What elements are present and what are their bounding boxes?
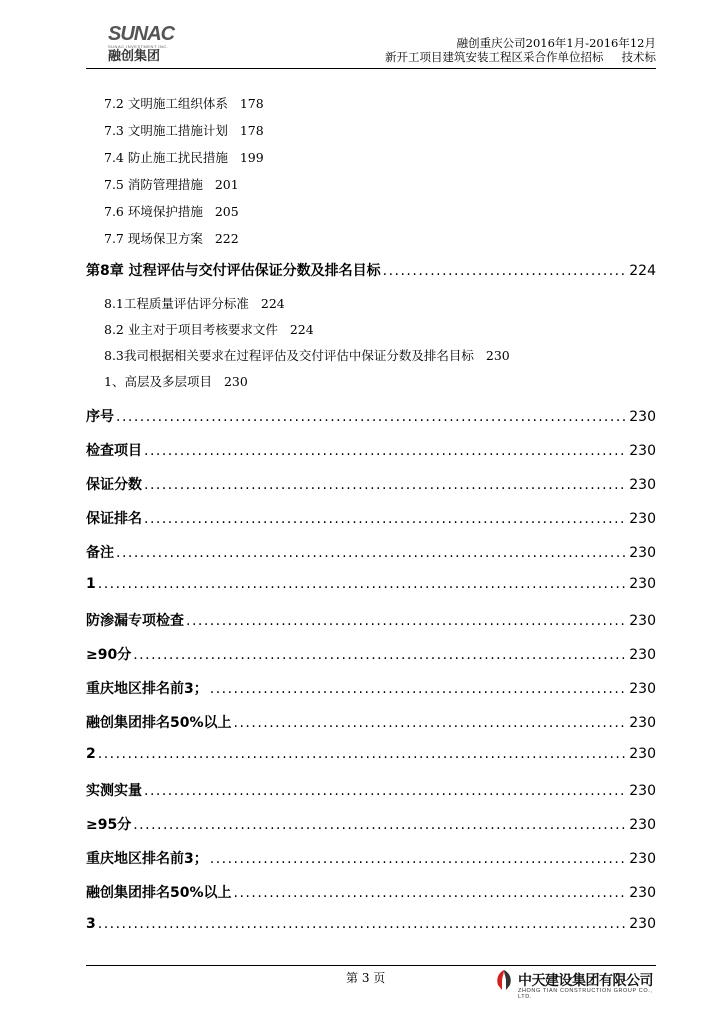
toc-entry-page: 230 — [629, 916, 656, 932]
toc-subsection-title: 7.3 文明施工措施计划 — [104, 123, 228, 138]
toc-entry-title: 融创集团排名50%以上 — [86, 885, 232, 901]
toc-entry-page: 230 — [629, 443, 656, 459]
toc-entry[interactable] — [86, 576, 656, 592]
sunac-logo-chinese: 融创集团 — [108, 49, 161, 64]
toc-entry-title: 重庆地区排名前3； — [86, 681, 208, 697]
toc-entry-page: 230 — [629, 545, 656, 561]
toc-subsection-title: 1、高层及多层项目 — [104, 374, 212, 389]
toc-leader-dots — [383, 263, 628, 279]
header-tag: 技术标 — [621, 50, 656, 64]
toc-entry[interactable] — [86, 260, 656, 280]
toc-entry-title: 实测实量 — [86, 783, 142, 799]
toc-subsection[interactable] — [104, 372, 248, 390]
toc-entry-title: 第8章 过程评估与交付评估保证分数及排名目标 — [86, 263, 381, 279]
toc-entry-title: 保证排名 — [86, 511, 142, 527]
toc-entry-title: 1 — [86, 576, 96, 592]
sunac-logo-subtitle: SUNAC INVESTMENT INC. — [108, 44, 169, 49]
toc-leader-dots — [116, 545, 627, 561]
toc-entry-page: 230 — [629, 477, 656, 493]
toc-entry-page: 230 — [629, 851, 656, 867]
toc-entry[interactable] — [86, 678, 656, 698]
toc-entry-page: 230 — [629, 576, 656, 592]
toc-entry-page: 230 — [629, 783, 656, 799]
toc-subsection[interactable] — [104, 294, 285, 312]
toc-subsection-page: 178 — [239, 123, 264, 138]
toc-subsection-page: 199 — [239, 150, 264, 165]
toc-leader-dots — [144, 783, 627, 799]
sunac-logo-mark: SUNAC — [108, 23, 175, 45]
toc-entry[interactable] — [86, 474, 656, 494]
toc-entry[interactable] — [86, 916, 656, 932]
toc-entry-page: 230 — [629, 511, 656, 527]
toc-entry-page: 230 — [629, 817, 656, 833]
toc-subsection-page: 222 — [214, 231, 239, 246]
toc-entry-title: 保证分数 — [86, 477, 142, 493]
toc-entry[interactable] — [86, 780, 656, 800]
toc-subsection-title: 7.4 防止施工扰民措施 — [104, 150, 228, 165]
toc-entry-title: 防渗漏专项检查 — [86, 613, 184, 629]
toc-leader-dots — [133, 817, 627, 833]
toc-entry[interactable] — [86, 746, 656, 762]
toc-entry[interactable] — [86, 610, 656, 630]
toc-entry-title: 重庆地区排名前3； — [86, 851, 208, 867]
toc-subsection-page: 224 — [289, 322, 314, 337]
toc-entry-title: 序号 — [86, 409, 114, 425]
toc-subsection[interactable] — [104, 202, 239, 220]
toc-subsection-page: 201 — [214, 177, 239, 192]
toc-entry-page: 230 — [629, 746, 656, 762]
toc-entry[interactable] — [86, 508, 656, 528]
toc-subsection-page: 224 — [260, 296, 285, 311]
toc-subsection[interactable] — [104, 346, 510, 364]
toc-subsection-page: 230 — [485, 348, 510, 363]
zhongtian-name-en: ZHONG TIAN CONSTRUCTION GROUP CO., LTD. — [518, 988, 653, 1000]
toc-subsection-title: 8.1工程质量评估评分标准 — [104, 296, 249, 311]
toc-entry-title: 检查项目 — [86, 443, 142, 459]
toc-subsection-title: 7.6 环境保护措施 — [104, 204, 203, 219]
zhongtian-logo — [494, 969, 664, 999]
page-number: 第 3 页 — [346, 971, 386, 985]
toc-entry-title: ≥90分 — [86, 647, 132, 663]
zhongtian-name-cn: 中天建设集团有限公司 — [518, 973, 653, 989]
toc-entry-page: 230 — [629, 715, 656, 731]
toc-leader-dots — [186, 613, 627, 629]
toc-leader-dots — [144, 443, 627, 459]
toc-subsection-title: 7.2 文明施工组织体系 — [104, 96, 228, 111]
toc-leader-dots — [98, 576, 628, 592]
toc-leader-dots — [116, 409, 627, 425]
toc-leader-dots — [98, 916, 628, 932]
toc-leader-dots — [144, 477, 627, 493]
toc-entry[interactable] — [86, 882, 656, 902]
toc-subsection-title: 8.3我司根据相关要求在过程评估及交付评估中保证分数及排名目标 — [104, 348, 474, 363]
toc-subsection[interactable] — [104, 229, 239, 247]
toc-entry[interactable] — [86, 814, 656, 834]
toc-leader-dots — [144, 511, 627, 527]
header-title — [385, 36, 656, 64]
toc-entry-page: 230 — [629, 613, 656, 629]
page-header — [86, 23, 656, 69]
toc-entry-page: 230 — [629, 409, 656, 425]
sunac-logo — [108, 24, 198, 68]
toc-entry-page: 230 — [629, 647, 656, 663]
header-line-1: 融创重庆公司2016年1月-2016年12月 — [456, 36, 656, 50]
toc-entry-title: 2 — [86, 746, 96, 762]
toc-leader-dots — [234, 715, 628, 731]
toc-entry-page: 230 — [629, 885, 656, 901]
toc-entry[interactable] — [86, 440, 656, 460]
toc-leader-dots — [133, 647, 627, 663]
toc-subsection-title: 8.2 业主对于项目考核要求文件 — [104, 322, 278, 337]
zhongtian-logo-icon — [494, 969, 514, 991]
toc-entry[interactable] — [86, 644, 656, 664]
toc-subsection[interactable] — [104, 148, 264, 166]
page-footer — [86, 965, 656, 1000]
toc-entry-title: 融创集团排名50%以上 — [86, 715, 232, 731]
toc-entry-title: ≥95分 — [86, 817, 132, 833]
toc-subsection[interactable] — [104, 175, 239, 193]
toc-entry-title: 3 — [86, 916, 96, 932]
toc-subsection-page: 205 — [214, 204, 239, 219]
toc-entry[interactable] — [86, 712, 656, 732]
toc-entry[interactable] — [86, 848, 656, 868]
toc-subsection-title: 7.5 消防管理措施 — [104, 177, 203, 192]
toc-leader-dots — [234, 885, 628, 901]
toc-subsection-page: 178 — [239, 96, 264, 111]
header-line-2: 新开工项目建筑安装工程区采合作单位招标 — [385, 50, 604, 64]
toc-subsection-page: 230 — [223, 374, 248, 389]
toc-entry-title: 备注 — [86, 545, 114, 561]
header-line-2-row — [385, 50, 656, 64]
toc-entry-page: 224 — [629, 263, 656, 279]
toc-subsection[interactable] — [104, 121, 264, 139]
toc-leader-dots — [210, 851, 628, 867]
toc-leader-dots — [210, 681, 628, 697]
toc-entry[interactable] — [86, 542, 656, 562]
toc-entry[interactable] — [86, 406, 656, 426]
toc-subsection[interactable] — [104, 94, 264, 112]
toc-subsection-title: 7.7 现场保卫方案 — [104, 231, 203, 246]
toc-entry-page: 230 — [629, 681, 656, 697]
toc-leader-dots — [98, 746, 628, 762]
toc-subsection[interactable] — [104, 320, 314, 338]
